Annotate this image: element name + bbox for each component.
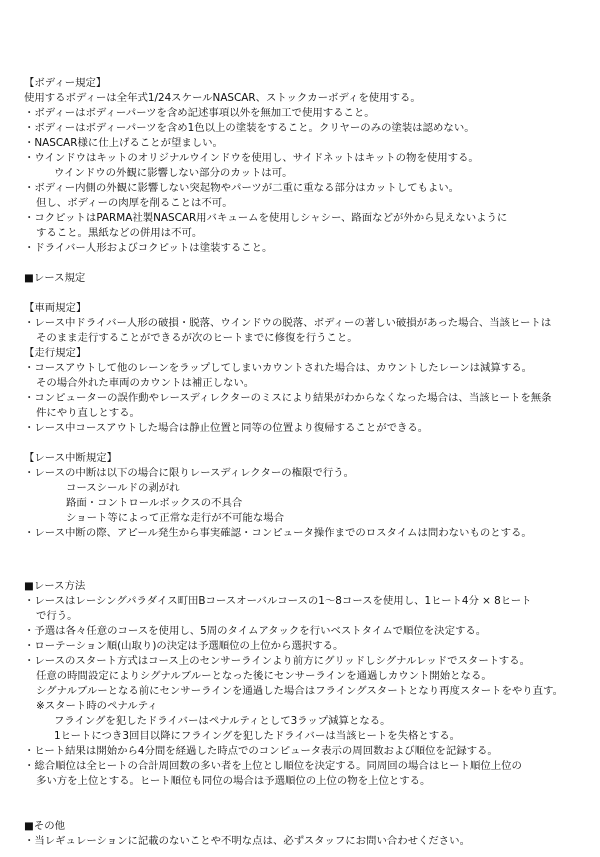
- section-race-rules: [24, 271, 580, 541]
- rule-line: ※スタート時のペナルティ: [36, 700, 158, 712]
- rule-line: 1ヒートにつき3回目以降にフライングを犯したドライバーは当該ヒートを失格とする。: [54, 730, 460, 742]
- section-race-method: [24, 579, 580, 789]
- rule-line: すること。黒紙などの併用は不可。: [36, 227, 203, 239]
- rule-line: コースシールドの剥がれ: [66, 482, 180, 494]
- rule-line: ・ボディーはボディーパーツを含め記述事項以外を無加工で使用すること。: [24, 107, 375, 119]
- rule-line: 多い方を上位とする。ヒート順位も同位の場合は予選順位の上位の物を上位とする。: [36, 775, 431, 787]
- rule-line: 路面・コントロールボックスの不具合: [66, 497, 243, 509]
- rule-line: 任意の時間設定によりシグナルブルーとなった後にセンサーラインを通過しカウント開始となる。: [36, 670, 492, 682]
- section-heading-other: ■その他: [24, 820, 65, 832]
- rule-line: 使用するボディーは全年式1/24スケールNASCAR、ストックカーボディを使用する。: [24, 92, 421, 104]
- rule-line: ・レースのスタート方式はコース上のセンサーラインより前方にグリッドしシグナルレッドでスタートする。: [24, 655, 530, 667]
- section-heading-race: ■レース規定: [24, 272, 86, 284]
- rule-line: ・レースの中断は以下の場合に限りレースディレクターの権限で行う。: [24, 467, 355, 479]
- rule-line: ・レース中コースアウトした場合は静止位置と同等の位置より復帰することができる。: [24, 422, 429, 434]
- rule-line: シグナルブルーとなる前にセンサーラインを通過した場合はフライングスタートとなり再度スタートをやり直す。: [36, 685, 564, 697]
- subsection-heading-driving: 【走行規定】: [24, 347, 87, 359]
- rule-line: 但し、ボディーの肉厚を削ることは不可。: [36, 197, 233, 209]
- rule-line: フライングを犯したドライバーはペナルティとして3ラップ減算となる。: [54, 715, 391, 727]
- rule-line: ・NASCAR様に仕上げることが望ましい。: [24, 137, 223, 149]
- section-heading-method: ■レース方法: [24, 580, 86, 592]
- rule-line: ・予選は各々任意のコースを使用し、5周のタイムアタックを行いベストタイムで順位を決定する。: [24, 625, 487, 637]
- subsection-heading-suspension: 【レース中断規定】: [24, 452, 117, 464]
- rule-line: ・ウインドウはキットのオリジナルウインドウを使用し、サイドネットはキットの物を使用する。: [24, 152, 479, 164]
- rule-line: ・ボディーはボディーパーツを含め1色以上の塗装をすること。クリヤーのみの塗装は認めない。: [24, 122, 475, 134]
- section-other: [24, 819, 580, 849]
- rule-line: ・ヒート結果は開始から4分間を経過した時点でのコンピュータ表示の周回数および順位を記録する。: [24, 745, 498, 757]
- rule-line: ・当レギュレーションに記載のないことや不明な点は、必ずスタッフにお問い合わせください。: [24, 835, 470, 847]
- rule-line: ・コクピットはPARMA社製NASCAR用バキュームを使用しシャシー、路面などが外から見えないように: [24, 212, 508, 224]
- rule-line: ・コースアウトして他のレーンをラップしてしまいカウントされた場合は、カウントしたレーンは減算する。: [24, 362, 532, 374]
- rule-line: ショート等によって正常な走行が不可能な場合: [66, 512, 284, 524]
- rule-line: で行う。: [36, 610, 78, 622]
- rule-line: ・レース中断の際、アピール発生から事実確認・コンピュータ操作までのロスタイムは問わないものとする。: [24, 527, 532, 539]
- rule-line: ・コンピューターの誤作動やレースディレクターのミスにより結果がわからなくなった場合は、当該ヒートを無条: [24, 392, 552, 404]
- rule-line: ・ローテーション順(山取り)の決定は予選順位の上位から選択する。: [24, 640, 344, 652]
- section-heading-body: 【ボディー規定】: [24, 77, 107, 89]
- subsection-heading-vehicle: 【車両規定】: [24, 302, 87, 314]
- rule-line: ・ドライバー人形およびコクピットは塗装すること。: [24, 242, 273, 254]
- section-body-rules: [24, 76, 580, 256]
- rule-line: ・ボディー内側の外観に影響しない突起物やパーツが二重に重なる部分はカットしてもよい。: [24, 182, 460, 194]
- rule-line: ・総合順位は全ヒートの合計周回数の多い者を上位とし順位を決定する。同周回の場合はヒート順位上位の: [24, 760, 522, 772]
- rule-line: ・レース中ドライバー人形の破損・脱落、ウインドウの脱落、ボディーの著しい破損があった場合、当該ヒートは: [24, 317, 552, 329]
- rule-line: ・レースはレーシングパラダイス町田Bコースオーバルコースの1～8コースを使用し、1ヒート4分 × 8ヒート: [24, 595, 532, 607]
- rule-line: ウインドウの外観に影響しない部分のカットは可。: [54, 167, 293, 179]
- rule-line: 件にやり直しとする。: [36, 407, 140, 419]
- rule-line: その場合外れた車両のカウントは補正しない。: [36, 377, 255, 389]
- rule-line: そのまま走行することができるが次のヒートまでに修復を行うこと。: [36, 332, 358, 344]
